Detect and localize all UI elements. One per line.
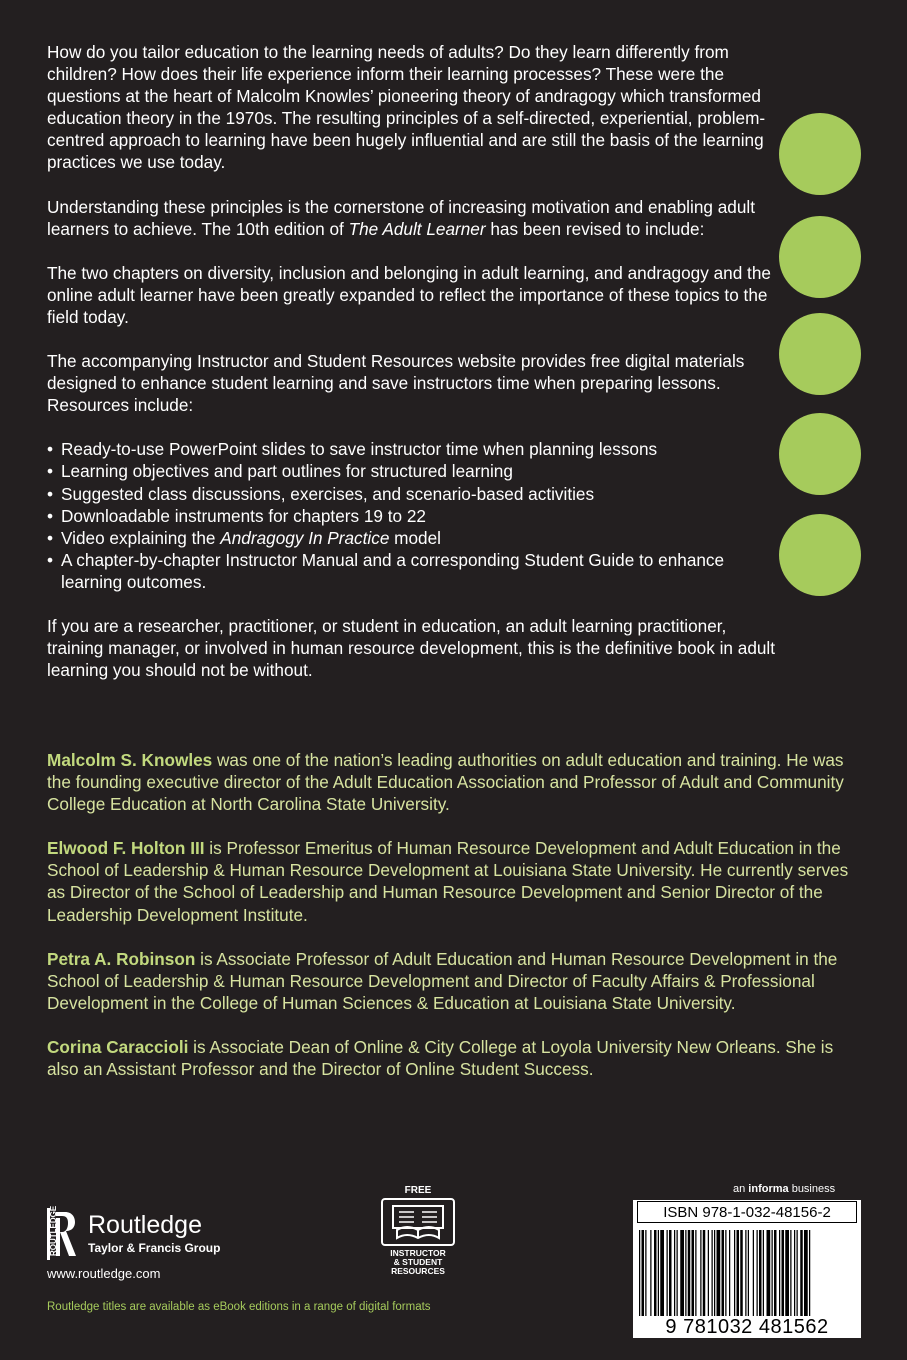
publisher-name: Routledge	[88, 1211, 202, 1239]
blurb-paragraph-1: How do you tailor education to the learning needs of adults? Do they learn differently from children? How does their life experience inform their learning processes? These were the questions at the heart of Malcolm Knowles’ pioneering theory of andragogy which transformed education theory in the 1970s. The resulting principles of a self-directed, experiential, problem-centred approach to learning have been hugely influential and are still the basis of the learning practices we use today.	[47, 42, 766, 173]
publisher-url[interactable]: www.routledge.com	[47, 1266, 161, 1281]
open-book-icon	[381, 1198, 455, 1246]
author-bio-text: is Associate Professor of Adult Education and Human Resource Development in the School of Leadership & Human Resource Development and Director of Faculty Affairs & Professional Development in the College of Human Sciences & Education at Louisiana State University.	[47, 948, 838, 1013]
author-bio-text: was one of the nation’s leading authorities on adult education and training. He was the founding executive director of the Adult Education Association and Professor of Adult and Community College Education at North Carolina State University.	[47, 750, 844, 815]
list-item	[47, 527, 787, 549]
author-name: Petra A. Robinson	[47, 948, 196, 969]
informa-brand: informa	[748, 1183, 789, 1195]
circle-icon	[779, 113, 861, 195]
author-bio	[47, 837, 862, 925]
blurb-paragraph-5: If you are a researcher, practitioner, or student in education, an adult learning practitioner, training manager, or involved in human resource development, this is the definitive book in adult learning you should not be without.	[47, 615, 776, 681]
list-item: • Suggested class discussions, exercises, and scenario-based activities	[47, 483, 787, 505]
resources-list	[47, 438, 787, 593]
ebook-note: Routledge titles are available as eBook editions in a range of digital formats	[47, 1301, 431, 1313]
isbn-label: ISBN 978-1-032-48156-2	[637, 1201, 857, 1223]
blurb-p2-end: has been revised to include:	[485, 218, 705, 239]
author-bio-text: is Professor Emeritus of Human Resource Development and Adult Education in the School of Leadership & Human Resource Development at Louisiana State University. He currently serves as Director of the School of Leadership and Human Resource Development and Senior Director of the Leadership Development Institute.	[47, 838, 849, 925]
author-bio	[47, 948, 862, 1014]
author-name: Elwood F. Holton III	[47, 838, 205, 859]
blurb-paragraph-2	[47, 196, 787, 240]
circle-icon	[779, 514, 861, 596]
isbn-barcode-block	[633, 1200, 861, 1338]
bullet5-start: Video explaining the	[61, 527, 221, 548]
andragogy-title: Andragogy In Practice	[220, 527, 390, 548]
list-item: • Learning objectives and part outlines for structured learning	[47, 460, 787, 482]
author-bio-text: is Associate Dean of Online & City College at Loyola University New Orleans. She is also an Assistant Professor and the Director of Online Student Success.	[47, 1036, 834, 1080]
badge-line-2: & STUDENT	[393, 1257, 443, 1267]
blurb-p2-start: Understanding these principles is the cornerstone of increasing motivation and enabling adult learners to achieve. The 10th edition of	[47, 196, 755, 239]
circle-icon	[779, 413, 861, 495]
list-item: • Downloadable instruments for chapters 19 to 22	[47, 505, 787, 527]
badge-line-3: RESOURCES	[391, 1266, 445, 1276]
blurb-paragraph-4: The accompanying Instructor and Student Resources website provides free digital materials designed to enhance student learning and save instructors time when preparing lessons. Resources include:	[47, 351, 745, 416]
badge-line-1: INSTRUCTOR	[390, 1248, 446, 1258]
barcode-icon	[635, 1230, 859, 1316]
author-bio	[47, 749, 862, 815]
list-item: • A chapter-by-chapter Instructor Manual and a corresponding Student Guide to enhance learning outcomes.	[47, 549, 787, 593]
routledge-vertical-text: ROUTLEDGE	[49, 1205, 58, 1256]
author-bios	[47, 749, 862, 1102]
book-title: The Adult Learner	[348, 218, 486, 239]
list-item: • Ready-to-use PowerPoint slides to save instructor time when planning lessons	[47, 438, 787, 460]
blurb-paragraph-3: The two chapters on diversity, inclusion and belonging in adult learning, and andragogy and the online adult learner have been greatly expanded to reflect the importance of these topics to the field today.	[47, 262, 771, 327]
informa-suffix: business	[788, 1183, 836, 1195]
back-cover-blurb	[47, 41, 787, 703]
informa-prefix: an	[733, 1183, 749, 1195]
author-name: Malcolm S. Knowles	[47, 750, 213, 770]
bullet5-end: model	[389, 527, 441, 548]
circle-icon	[779, 313, 861, 395]
free-label: FREE	[404, 1185, 432, 1196]
informa-tagline	[733, 1183, 835, 1195]
publisher-group: Taylor & Francis Group	[88, 1241, 221, 1255]
free-resources-badge	[380, 1185, 456, 1276]
barcode-digits: 9 781032 481562	[665, 1316, 829, 1338]
circle-icon	[779, 216, 861, 298]
author-bio	[47, 1036, 862, 1080]
author-name: Corina Caraccioli	[47, 1036, 189, 1057]
free-badge-text	[380, 1249, 456, 1276]
